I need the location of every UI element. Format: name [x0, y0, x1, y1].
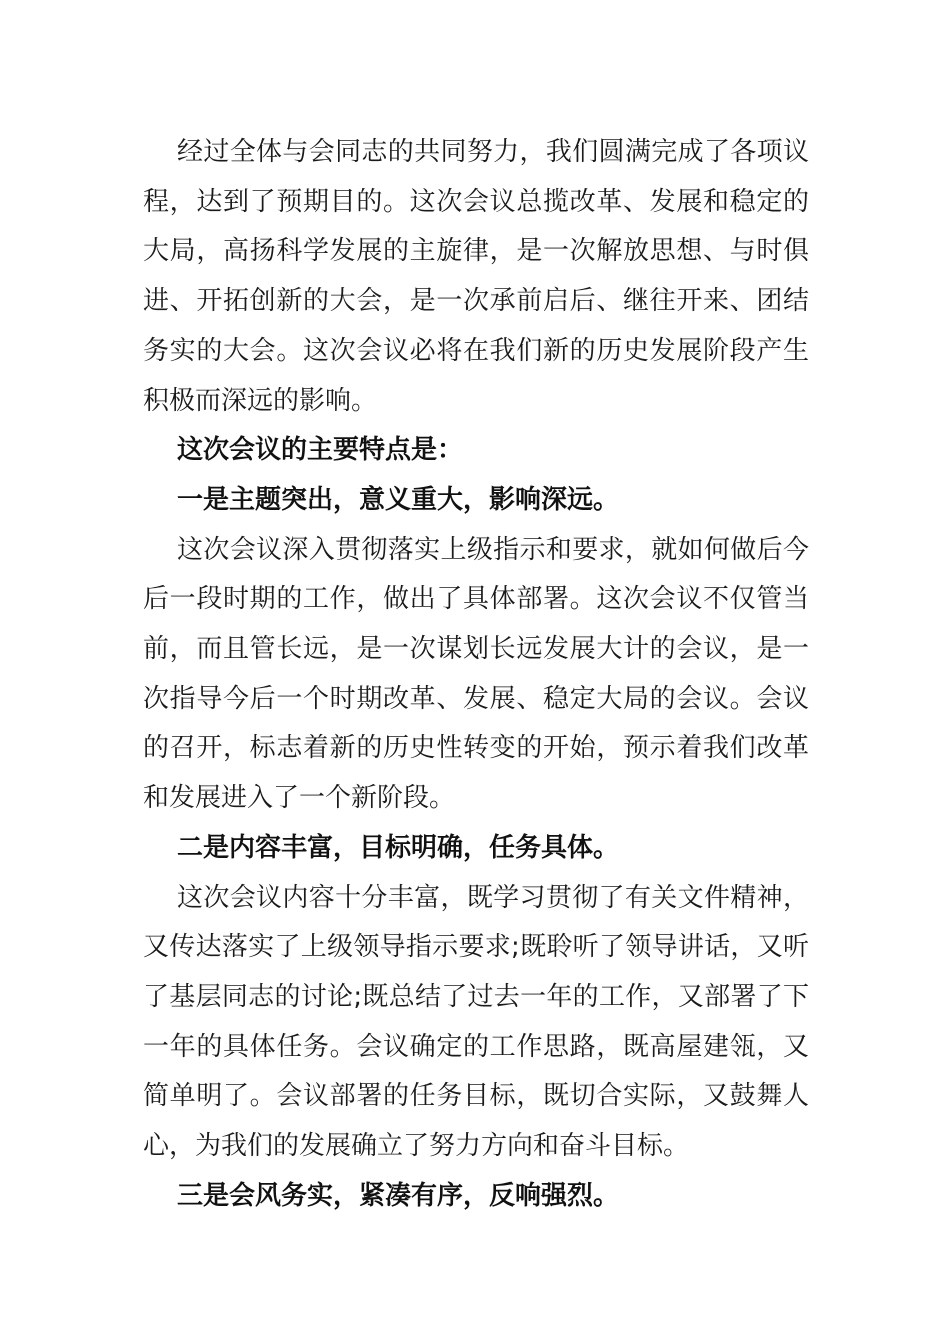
point-heading-2: 二是内容丰富，目标明确，任务具体。 — [177, 832, 620, 863]
document-body — [143, 128, 809, 1221]
body-paragraph: 这次会议内容十分丰富，既学习贯彻了有关文件精神，又传达落实了上级领导指示要求;既聆听了领导讲话，又听了基层同志的讨论;既总结了过去一年的工作，又部署了下一年的具体任务。会议确定的工作思路，既高屋建瓴，又简单明了。会议部署的任务目标，既切合实际，又鼓舞人心，为我们的发展确立了努力方向和奋斗目标。 — [143, 882, 809, 1162]
point-heading-3: 三是会风务实，紧凑有序，反响强烈。 — [177, 1180, 620, 1211]
point-heading-1: 一是主题突出，意义重大，影响深远。 — [177, 484, 620, 515]
body-paragraph: 这次会议深入贯彻落实上级指示和要求，就如何做后今后一段时期的工作，做出了具体部署。这次会议不仅管当前，而且管长远，是一次谋划长远发展大计的会议，是一次指导今后一个时期改革、发展、稳定大局的会议。会议的召开，标志着新的历史性转变的开始，预示着我们改革和发展进入了一个新阶段。 — [143, 534, 809, 814]
section-heading: 这次会议的主要特点是： — [177, 435, 464, 466]
body-paragraph: 经过全体与会同志的共同努力，我们圆满完成了各项议程，达到了预期目的。这次会议总揽改革、发展和稳定的大局，高扬科学发展的主旋律，是一次解放思想、与时俱进、开拓创新的大会，是一次承前启后、继往开来、团结务实的大会。这次会议必将在我们新的历史发展阶段产生积极而深远的影响。 — [143, 137, 809, 416]
